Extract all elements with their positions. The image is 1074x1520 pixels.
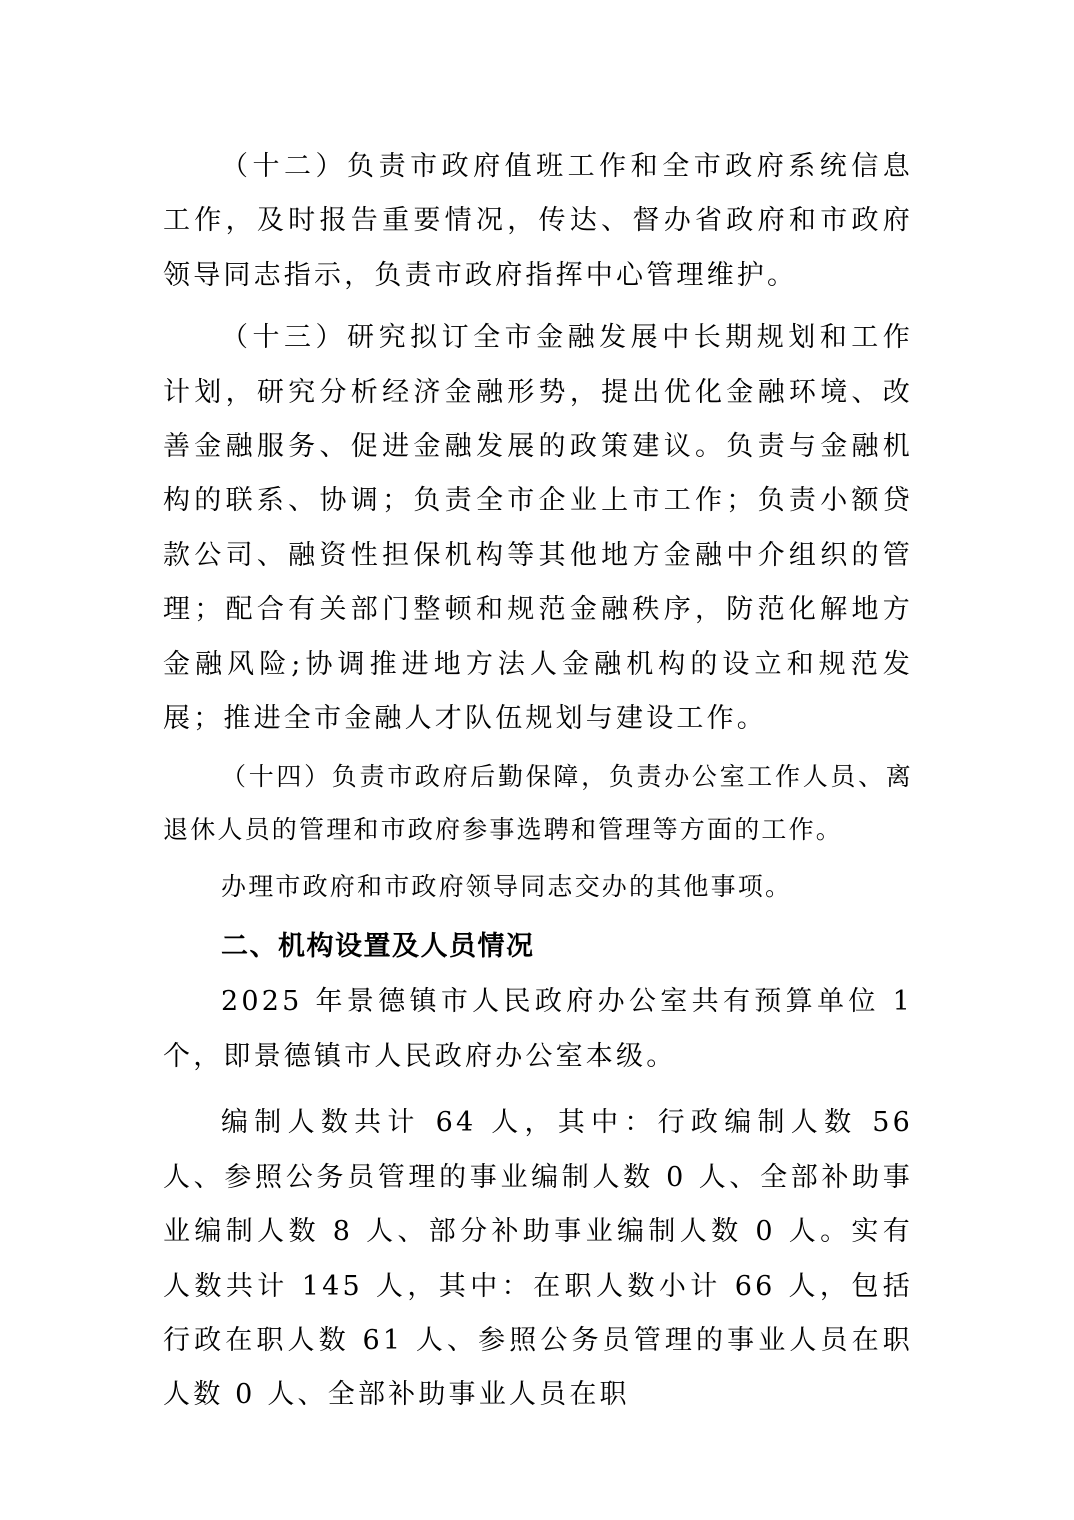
paragraph-staffing: 编制人数共计 64 人，其中：行政编制人数 56 人、参照公务员管理的事业编制人数 0 人、全部补助事业编制人数 8 人、部分补助事业编制人数 0 人。实有人数共计 145 人，其中：在职人数小计 66 人，包括行政在职人数 61 人、参照公务员管理的事业人员在职人数 0 人、全部补助事业人员在职 xyxy=(163,1107,913,1411)
document-body xyxy=(163,140,913,1423)
paragraph-duty-13: （十三）研究拟订全市金融发展中长期规划和工作计划，研究分析经济金融形势，提出优化金融环境、改善金融服务、促进金融发展的政策建议。负责与金融机构的联系、协调；负责全市企业上市工作；负责小额贷款公司、融资性担保机构等其他地方金融中介组织的管理；配合有关部门整顿和规范金融秩序，防范化解地方金融风险;协调推进地方法人金融机构的设立和规范发展；推进全市金融人才队伍规划与建设工作。 xyxy=(163,322,913,735)
paragraph-budget-units: 2025 年景德镇市人民政府办公室共有预算单位 1 个，即景德镇市人民政府办公室本级。 xyxy=(163,986,913,1072)
paragraph-duty-14: （十四）负责市政府后勤保障，负责办公室工作人员、离退休人员的管理和市政府参事选聘和管理等方面的工作。 xyxy=(163,762,913,845)
section-heading: 二、机构设置及人员情况 xyxy=(221,931,535,963)
paragraph-duty-12: （十二）负责市政府值班工作和全市政府系统信息工作，及时报告重要情况，传达、督办省政府和市政府领导同志指示，负责市政府指挥中心管理维护。 xyxy=(163,151,913,291)
paragraph-other-matters: 办理市政府和市政府领导同志交办的其他事项。 xyxy=(221,872,793,902)
